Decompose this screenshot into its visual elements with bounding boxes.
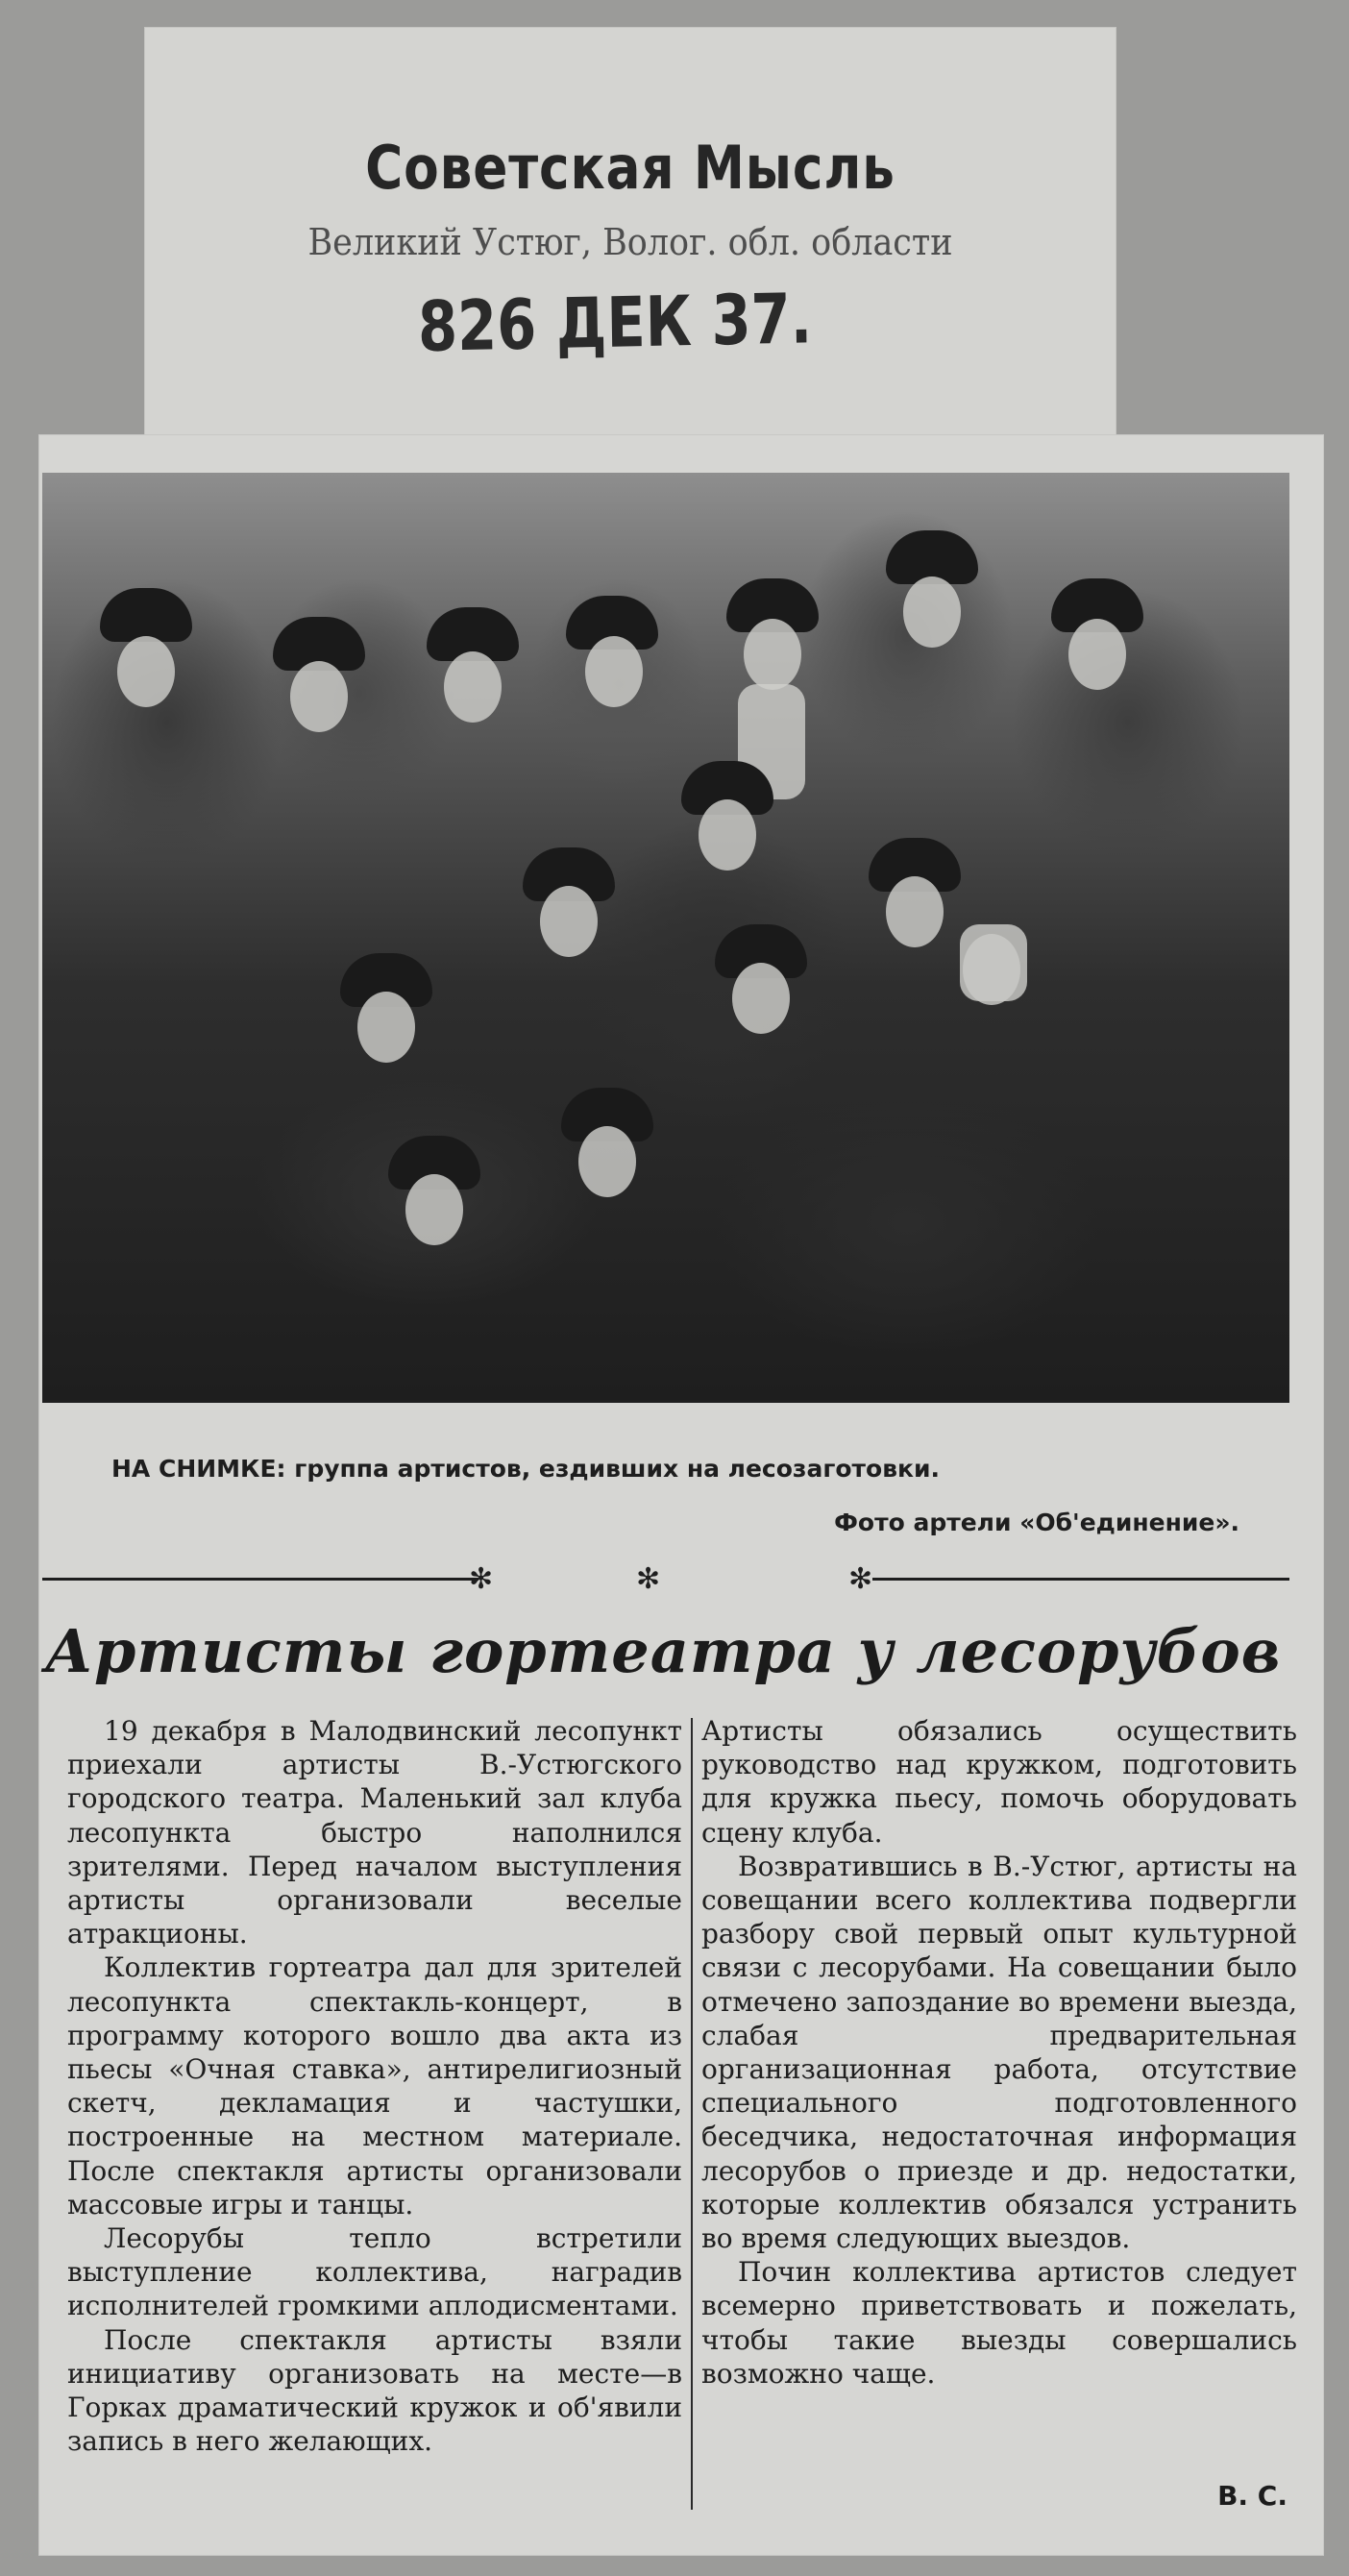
photo-credit: Фото артели «Об'единение». (834, 1509, 1239, 1536)
paragraph: Артисты обязались осуществить руководство над кружком, подготовить для кружка пьесу, помочь оборудовать сцену клуба. (701, 1715, 1297, 1849)
article-column-2 (701, 1714, 1297, 2391)
author-signature: В. С. (1217, 2480, 1288, 2512)
article-headline: Артисты гортеатра у лесорубов (44, 1616, 1282, 1686)
article-clipping (38, 434, 1324, 2556)
paragraph: После спектакля артисты взяли инициативу организовать на месте—в Горках драматический кружок и об'явили запись в него желающих. (67, 2323, 682, 2458)
ornament-icon: ✻ (469, 1562, 494, 1596)
divider-rule-right (872, 1578, 1289, 1581)
paragraph: Возвратившись в В.-Устюг, артисты на совещании всего коллектива подвергли разбору свой первый опыт культурной связи с лесорубами. На совещании было отмечено запоздание во времени выезда, слабая предварительная организационная работа, отсутствие специального подготовленного беседчика, недостаточная информация лесорубов о приезде и др. недостатки, которые коллектив обязался устранить во время следующих выездов. (701, 1850, 1297, 2255)
newspaper-title: Советская Мысль (365, 133, 895, 203)
column-divider (691, 1718, 693, 2510)
divider-rule-left (42, 1578, 478, 1581)
paragraph: Лесорубы тепло встретили выступление коллектива, наградив исполнителей громкими аплодисментами. (67, 2222, 682, 2322)
caption-label: НА СНИМКЕ: группа артистов, ездивших на лесозаготовки. (111, 1455, 941, 1483)
ornament-icon: ✻ (636, 1562, 661, 1596)
paragraph: 19 декабря в Малодвинский лесопункт приехали артисты В.-Устюгского городского театра. Маленький зал клуба лесопункта быстро наполнился зрителями. Перед началом выступления артисты организовали веселые атракционы. (67, 1715, 682, 1950)
newspaper-place: Великий Устюг, Волог. обл. области (307, 221, 953, 263)
masthead-clipping (144, 27, 1116, 440)
article-column-1 (67, 1714, 682, 2458)
group-photo (42, 473, 1289, 1403)
ornament-icon: ✻ (848, 1562, 873, 1596)
paragraph: Почин коллектива артистов следует всемерно приветствовать и пожелать, чтобы такие выезды совершались возможно чаще. (701, 2256, 1297, 2390)
paragraph: Коллектив гортеатра дал для зрителей лесопункта спектакль-концерт, в программу которого вошло два акта из пьесы «Очная ставка», антирелигиозный скетч, декламация и частушки, построенные на местном материале. После спектакля артисты организовали массовые игры и танцы. (67, 1951, 682, 2220)
date-stamp: 826 ДЕК 37. (417, 278, 813, 367)
